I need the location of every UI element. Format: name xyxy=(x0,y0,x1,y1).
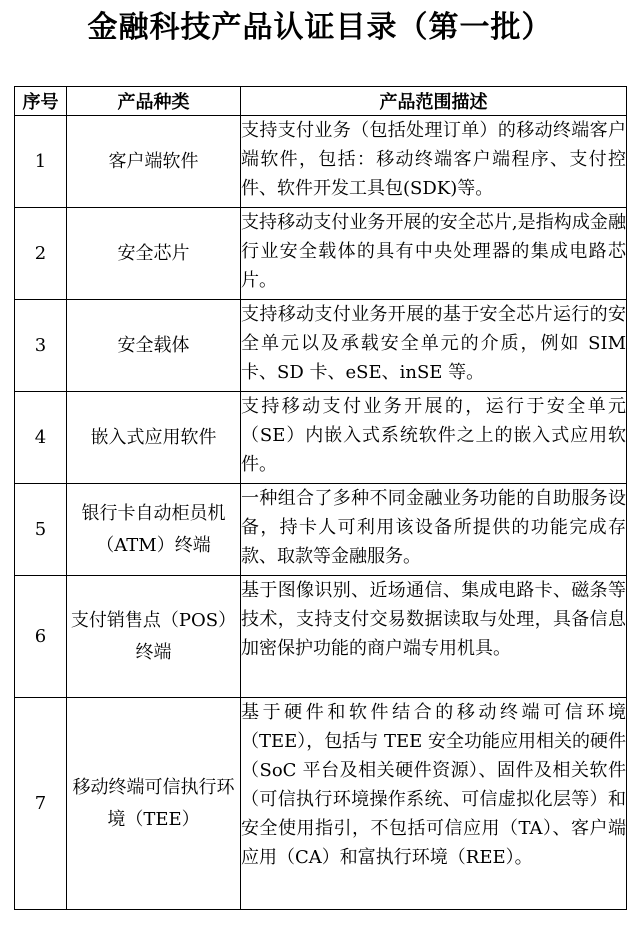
row-kind: 银行卡自动柜员机（ATM）终端 xyxy=(67,484,241,576)
row-description: 一种组合了多种不同金融业务功能的自助服务设备，持卡人可利用该设备所提供的功能完成存款、取款等金融服务。 xyxy=(241,484,627,576)
row-kind: 支付销售点（POS）终端 xyxy=(67,576,241,698)
header-kind: 产品种类 xyxy=(67,87,241,116)
table-row xyxy=(15,116,627,208)
row-description: 支持移动支付业务开展的基于安全芯片运行的安全单元以及承载安全单元的介质，例如 SIM 卡、SD 卡、eSE、inSE 等。 xyxy=(241,300,627,392)
header-index: 序号 xyxy=(15,87,67,116)
row-kind: 安全载体 xyxy=(67,300,241,392)
table-row xyxy=(15,698,627,910)
table-header-row xyxy=(15,87,627,116)
table-row xyxy=(15,392,627,484)
table-row xyxy=(15,484,627,576)
header-scope: 产品范围描述 xyxy=(241,87,627,116)
row-kind: 安全芯片 xyxy=(67,208,241,300)
row-description: 基于图像识别、近场通信、集成电路卡、磁条等技术，支持支付交易数据读取与处理，具备信息加密保护功能的商户端专用机具。 xyxy=(241,576,627,698)
table-row xyxy=(15,576,627,698)
row-kind: 客户端软件 xyxy=(67,116,241,208)
table-row xyxy=(15,300,627,392)
row-index: 5 xyxy=(15,484,67,576)
row-kind: 嵌入式应用软件 xyxy=(67,392,241,484)
row-description: 支持支付业务（包括处理订单）的移动终端客户端软件，包括：移动终端客户端程序、支付控件、软件开发工具包(SDK)等。 xyxy=(241,116,627,208)
row-index: 4 xyxy=(15,392,67,484)
row-index: 6 xyxy=(15,576,67,698)
row-index: 1 xyxy=(15,116,67,208)
document-title: 金融科技产品认证目录（第一批） xyxy=(87,10,553,45)
row-kind: 移动终端可信执行环境（TEE） xyxy=(67,698,241,910)
table-row xyxy=(15,208,627,300)
row-index: 7 xyxy=(15,698,67,910)
row-description: 支持移动支付业务开展的，运行于安全单元（SE）内嵌入式系统软件之上的嵌入式应用软件。 xyxy=(241,392,627,484)
row-index: 2 xyxy=(15,208,67,300)
row-description: 基于硬件和软件结合的移动终端可信环境（TEE），包括与 TEE 安全功能应用相关的硬件（SoC 平台及相关硬件资源）、固件及相关软件（可信执行环境操作系统、可信虚拟化层等）和安全使用指引，不包括可信应用（TA）、客户端应用（CA）和富执行环境（REE）。 xyxy=(241,698,627,910)
row-description: 支持移动支付业务开展的安全芯片,是指构成金融行业安全载体的具有中央处理器的集成电路芯片。 xyxy=(241,208,627,300)
row-index: 3 xyxy=(15,300,67,392)
product-catalog-table xyxy=(14,86,627,910)
